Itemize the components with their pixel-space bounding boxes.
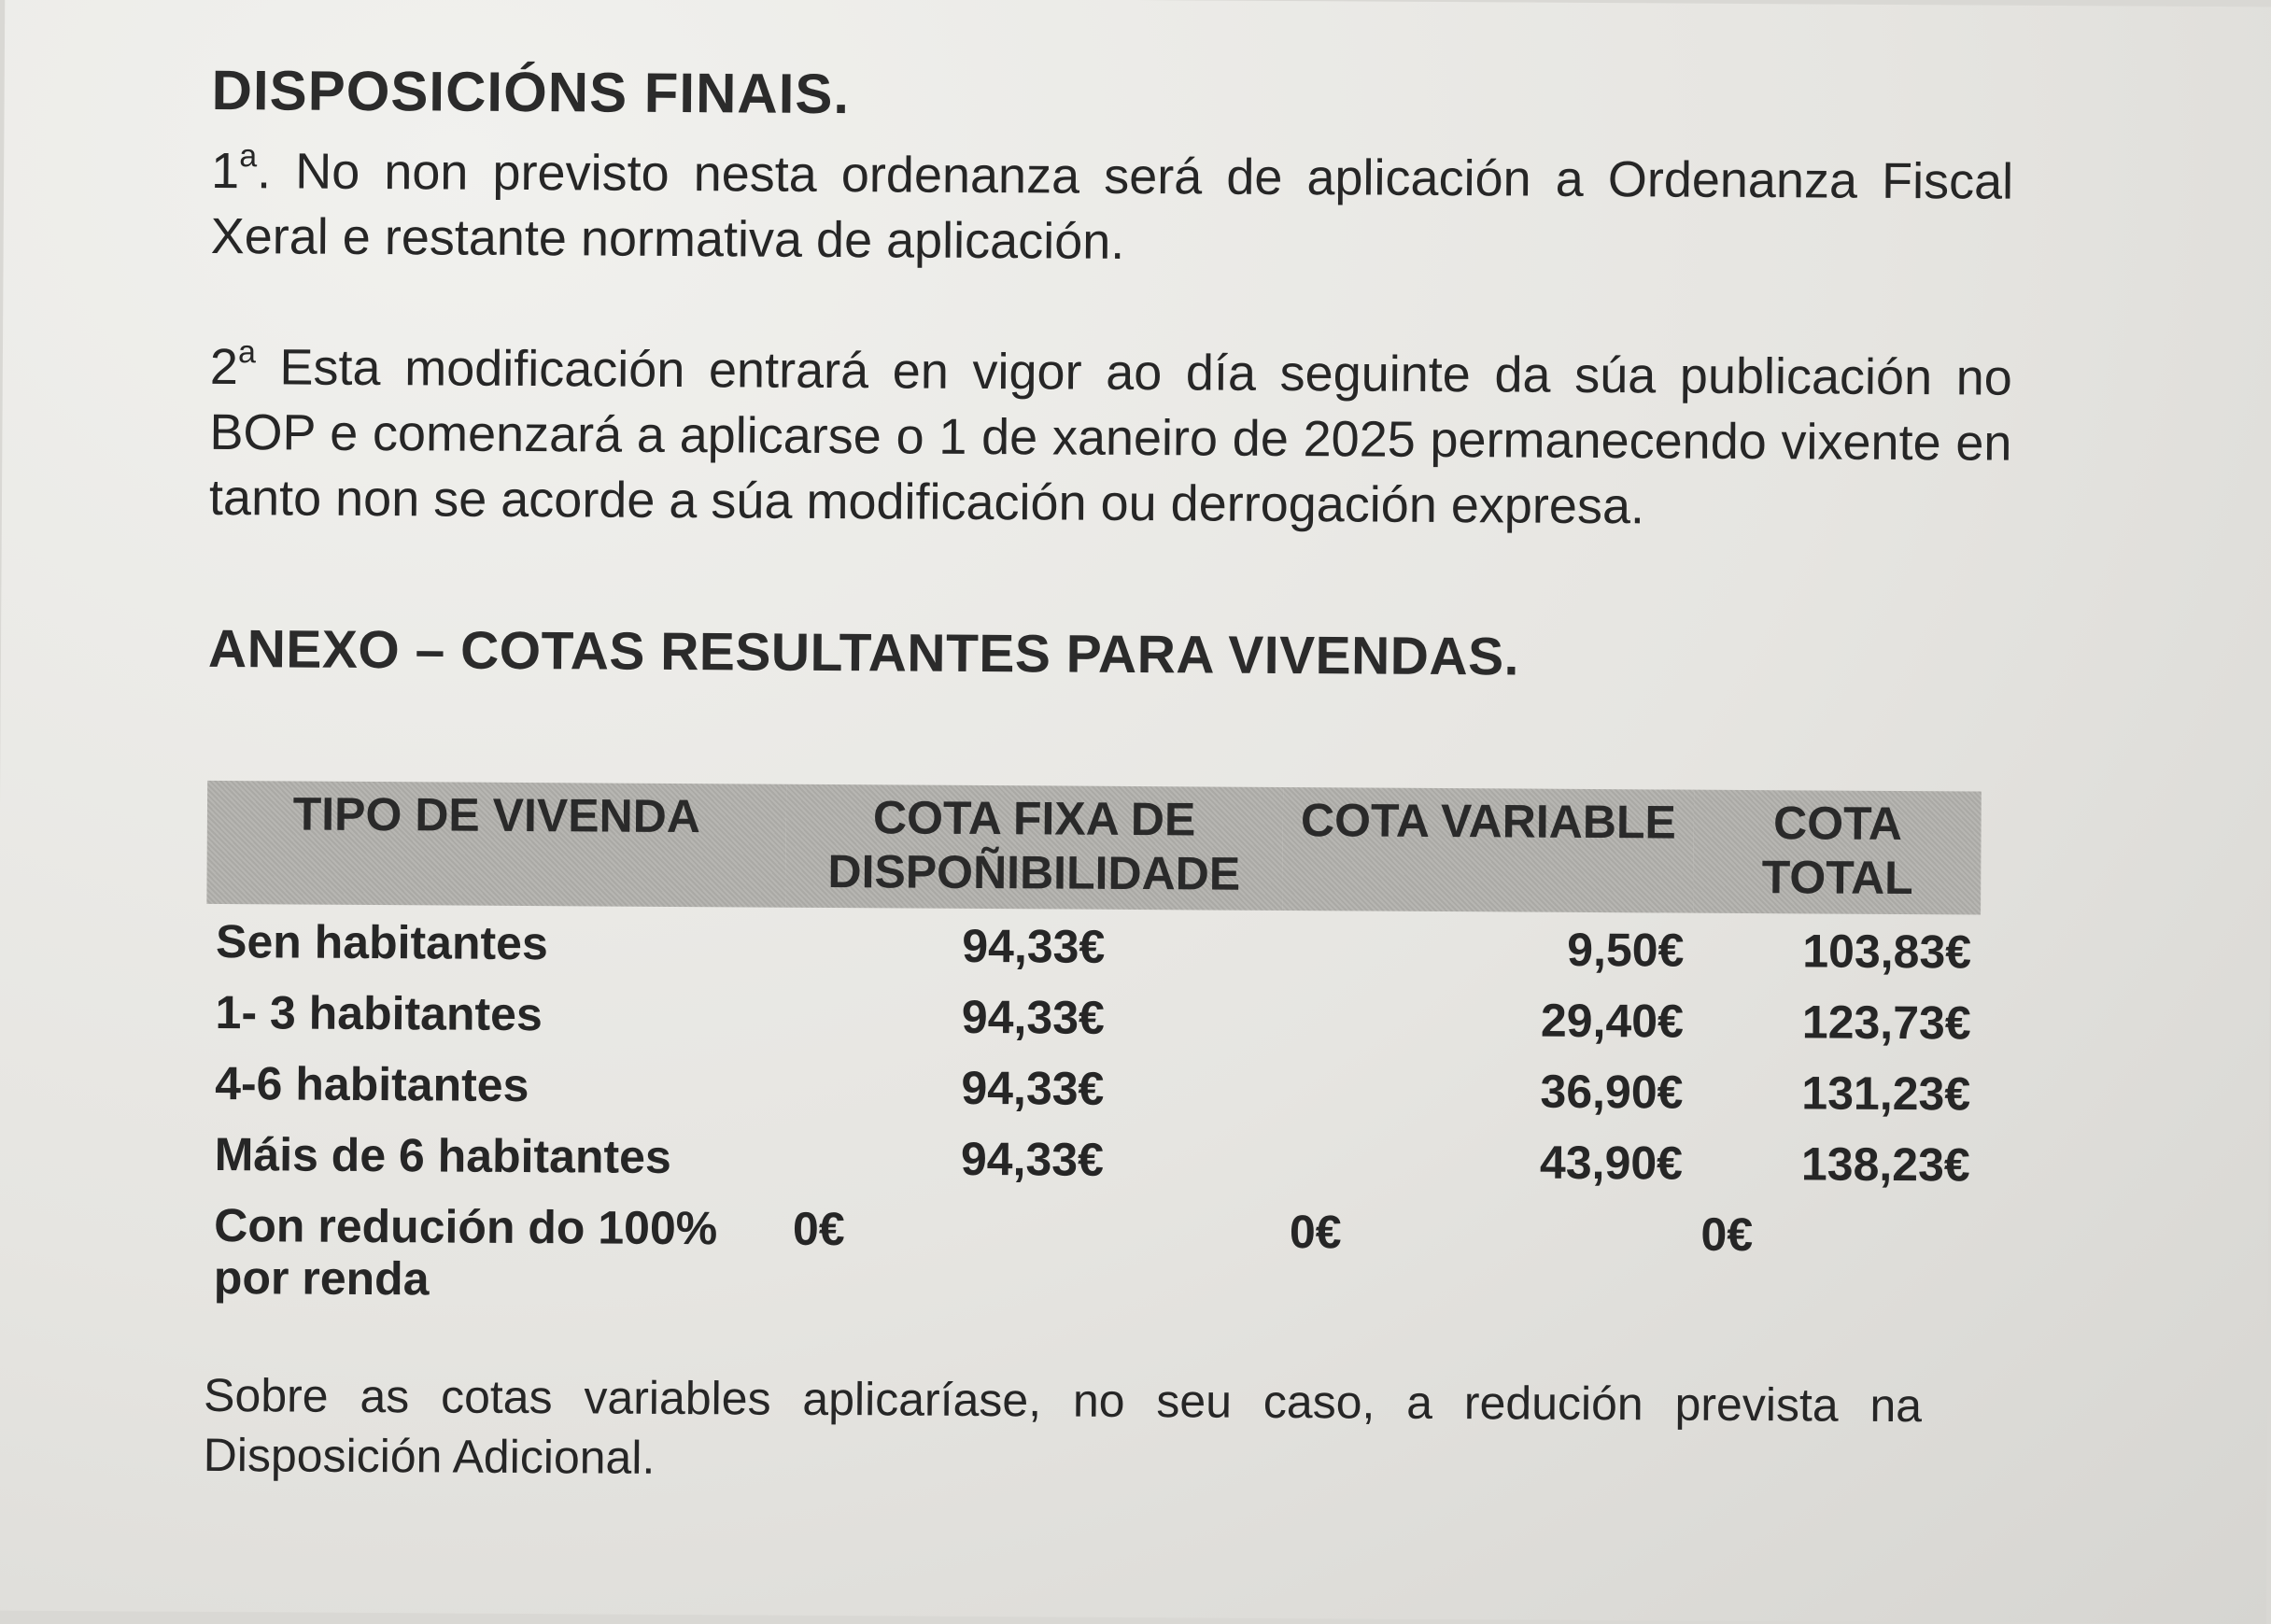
provision-1-ordinal: a [239, 138, 258, 175]
row-total: 123,73€ [1801, 996, 1971, 1050]
row-type: 1- 3 habitantes [215, 985, 543, 1041]
row-fixed: 94,33€ [962, 919, 1106, 973]
row-variable: 29,40€ [1540, 994, 1685, 1048]
header-total: COTA TOTAL [1761, 797, 1913, 905]
provision-1-number: 1 [210, 142, 240, 200]
row-type: Sen habitantes [215, 914, 548, 970]
provision-2-number: 2 [209, 338, 239, 396]
row-total: 0€ [1700, 1207, 1754, 1262]
header-fixed: COTA FIXA DE DISPOÑIBILIDADE [827, 791, 1241, 900]
annex-title: ANEXO – COTAS RESULTANTES PARA VIVENDAS. [207, 618, 1520, 687]
provision-1 [211, 138, 2014, 280]
provision-1-text: . No non previsto nesta ordenanza será de aplicación a Ordenanza Fiscal Xeral e restante normativa de aplicación. [210, 143, 2014, 270]
table-row [205, 975, 1980, 1057]
provision-2 [209, 334, 2012, 542]
row-fixed: 94,33€ [961, 990, 1105, 1044]
row-variable: 36,90€ [1540, 1065, 1684, 1119]
table-row [205, 1046, 1980, 1128]
provision-2-ordinal: a [237, 334, 257, 371]
row-fixed: 94,33€ [960, 1132, 1105, 1186]
table-row [205, 1117, 1980, 1199]
row-fixed: 0€ [792, 1202, 845, 1256]
table-row [205, 1188, 1980, 1322]
row-fixed: 94,33€ [961, 1061, 1105, 1115]
table-row [206, 904, 1981, 986]
annex-note: Sobre as cotas variables aplicaríase, no seu caso, a redución prevista na Disposición Adicional. [203, 1368, 1923, 1484]
row-type: 4-6 habitantes [215, 1056, 529, 1112]
section-heading: DISPOSICIÓNS FINAIS. [211, 58, 851, 126]
row-variable: 0€ [1289, 1206, 1342, 1259]
row-type: Máis de 6 habitantes [214, 1127, 671, 1183]
provision-2-text: Esta modificación entrará en vigor ao día seguinte da súa publicación no BOP e comenzará a aplicarse o 1 de xaneiro de 2025 permanecendo vixente en tanto non se acorde a súa modificación ou derrogación expresa. [208, 339, 2013, 535]
row-total: 138,23€ [1800, 1137, 1970, 1192]
row-variable: 9,50€ [1567, 923, 1685, 977]
row-variable: 43,90€ [1539, 1136, 1684, 1190]
document-content [203, 52, 2014, 1543]
row-total: 131,23€ [1801, 1066, 1971, 1121]
fees-table [205, 781, 1982, 1322]
header-type: TIPO DE VIVENDA [292, 787, 701, 843]
table-header-row [206, 781, 1982, 915]
row-total: 103,83€ [1802, 925, 1972, 979]
header-variable: COTA VARIABLE [1300, 794, 1676, 849]
row-type: Con redución do 100% por renda [213, 1198, 718, 1306]
